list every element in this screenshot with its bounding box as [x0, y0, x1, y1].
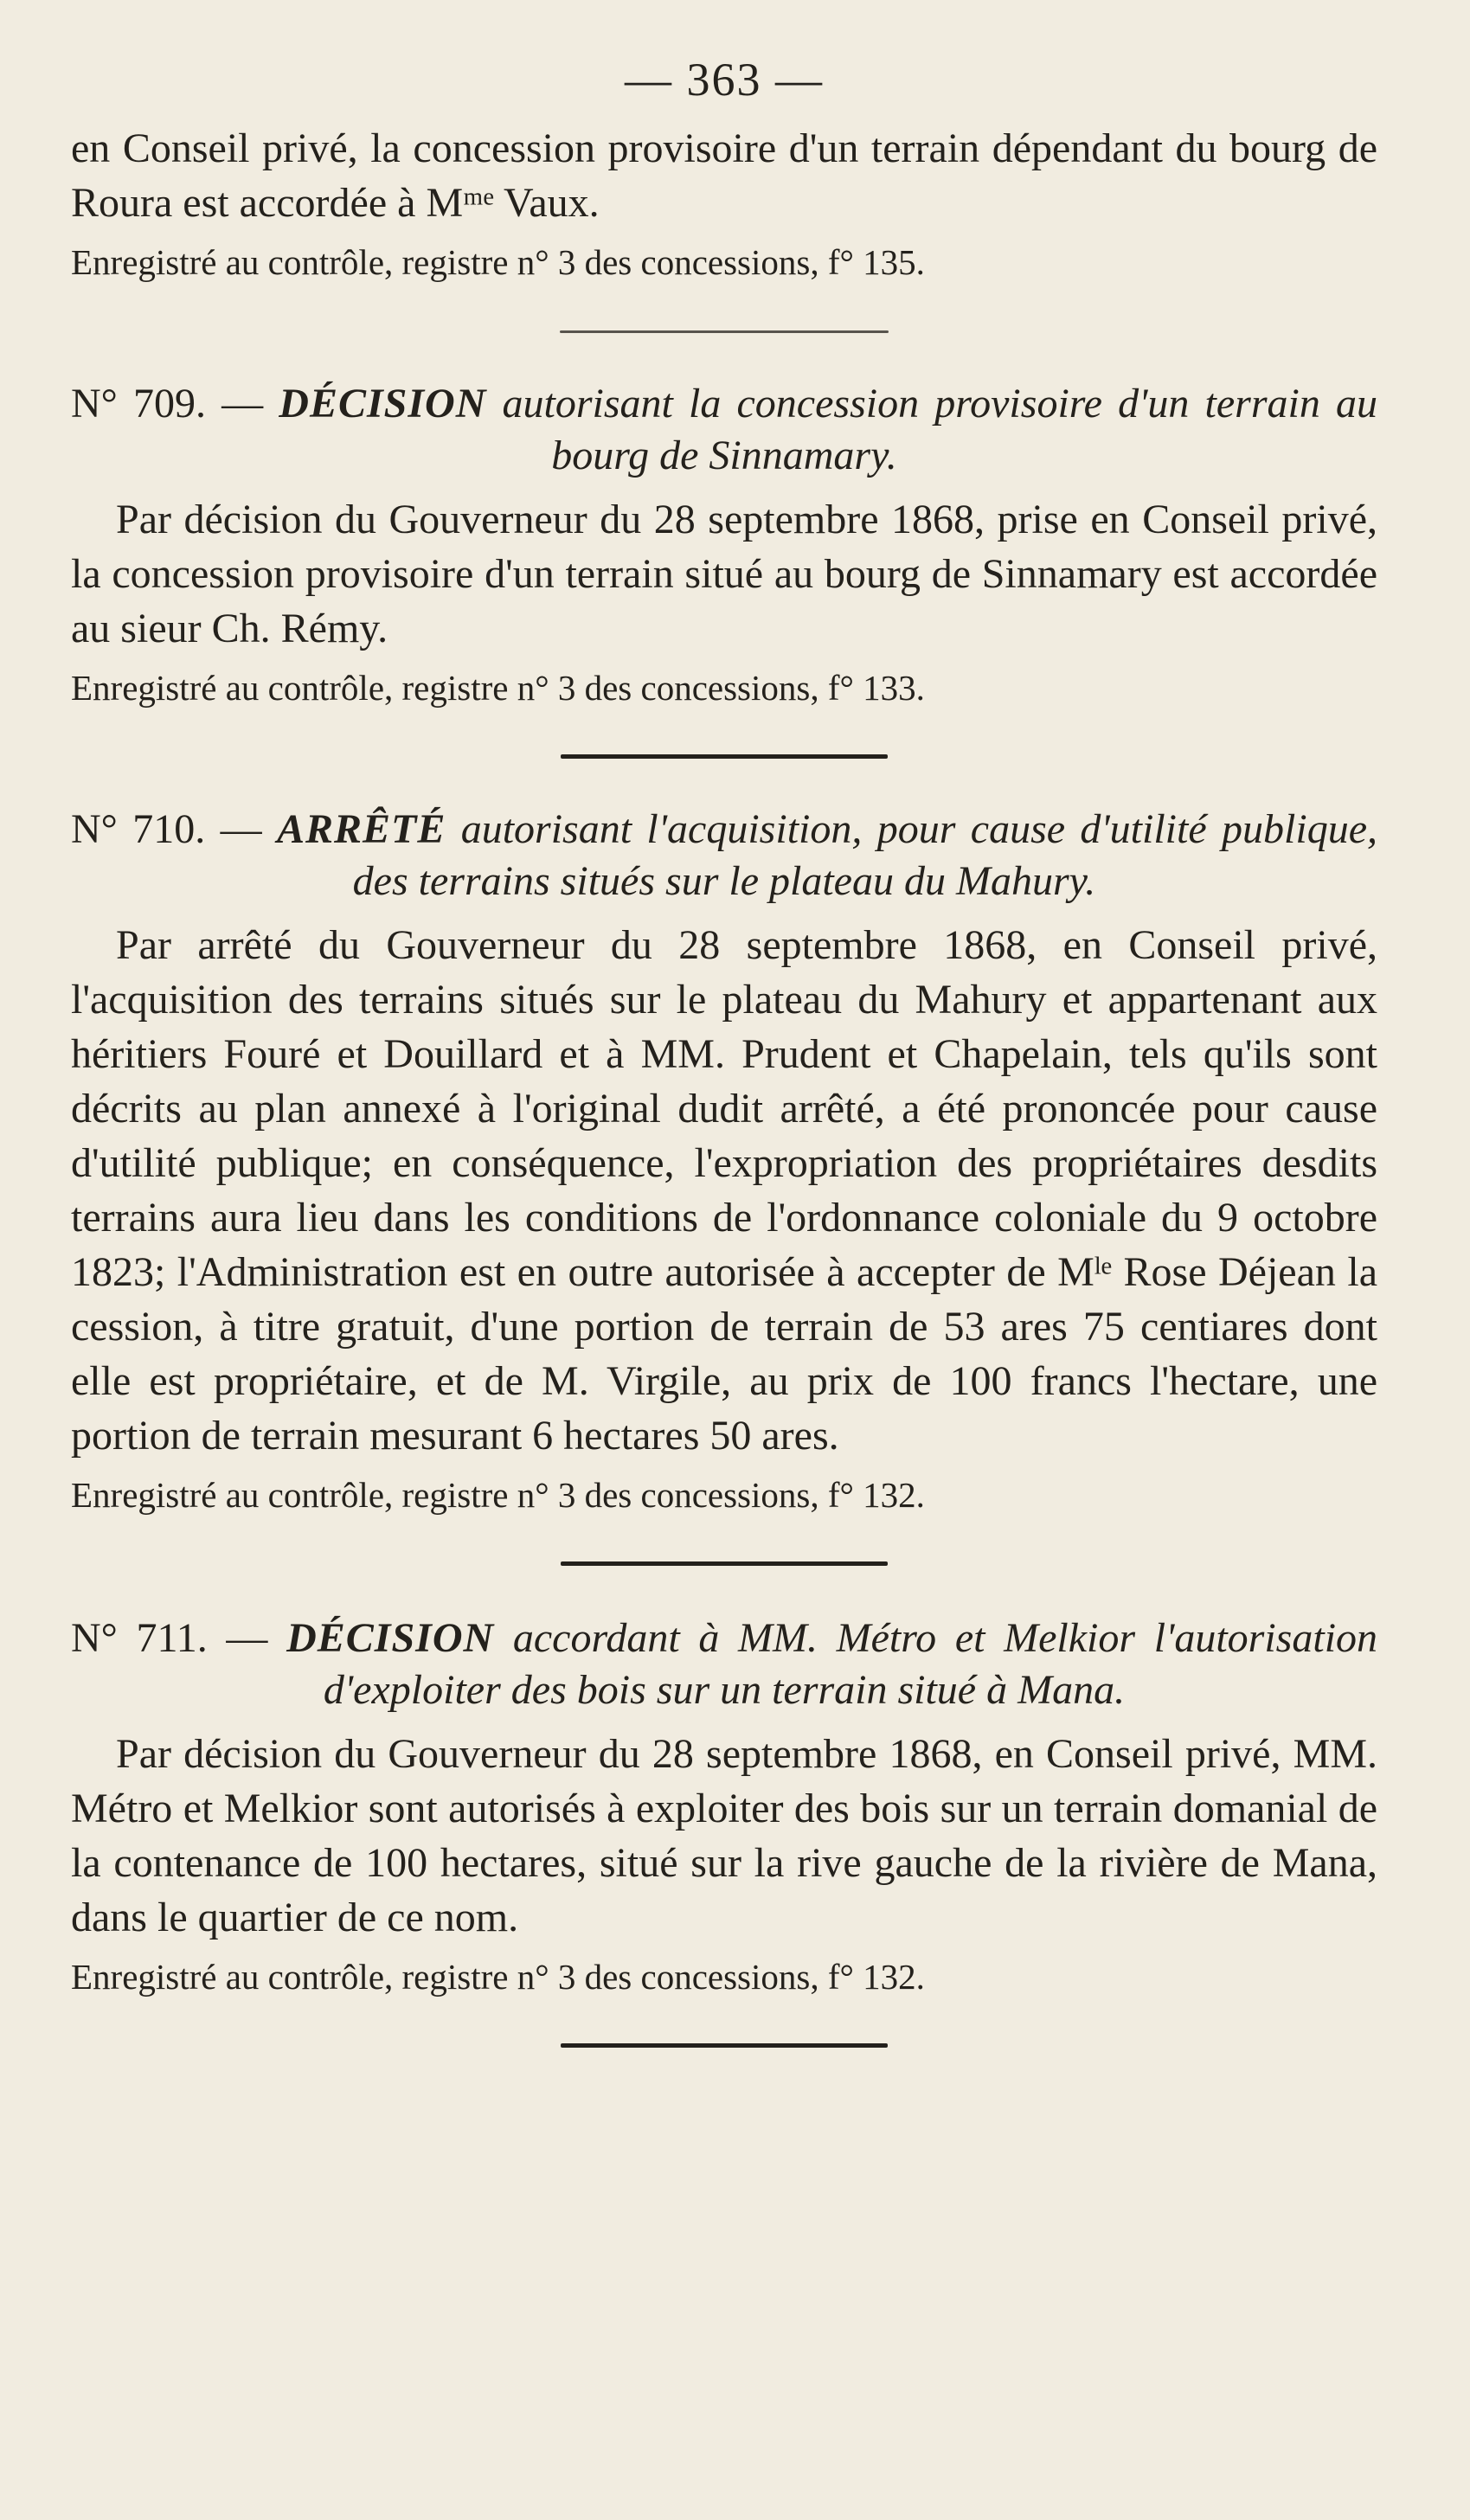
section-title: autorisant l'acquisition, pour cause d'utilité publique, des terrains situés sur le plateau du Mahury. — [352, 806, 1377, 904]
section-act-type: ARRÊTÉ — [276, 806, 446, 852]
section-heading — [71, 804, 1377, 907]
section-act-type: DÉCISION — [279, 381, 487, 426]
separator-rule — [561, 2043, 888, 2048]
section-registration-note: Enregistré au contrôle, registre n° 3 des concessions, f° 133. — [71, 668, 925, 708]
section-act-type: DÉCISION — [286, 1615, 495, 1661]
heading-dash: — — [220, 806, 262, 852]
section-heading — [71, 1613, 1377, 1716]
section-number: N° 711. — [71, 1615, 208, 1661]
section-body: Par décision du Gouverneur du 28 septembre 1868, en Conseil privé, MM. Métro et Melkior sont autorisés à exploiter des bois sur un terrain domanial de la contenance de 100 hectares, situé sur la rive gauche de la rivière de Mana, dans le quartier de ce nom. — [71, 1731, 1377, 1940]
section-title: accordant à MM. Métro et Melkior l'autorisation d'exploiter des bois sur un terrain situé à Mana. — [323, 1615, 1378, 1713]
section-709 — [71, 378, 1377, 711]
section-number: N° 709. — [71, 381, 206, 426]
intro-paragraph: en Conseil privé, la concession provisoire d'un terrain dépendant du bourg de Roura est accordée à Mᵐᵉ Vaux. — [71, 125, 1377, 226]
document-page — [71, 52, 1377, 2048]
section-711 — [71, 1613, 1377, 2000]
heading-dash: — — [221, 381, 264, 426]
intro-registration-note: Enregistré au contrôle, registre n° 3 des concessions, f° 135. — [71, 242, 925, 282]
separator-rule — [560, 330, 889, 333]
section-heading — [71, 378, 1377, 482]
section-registration-note: Enregistré au contrôle, registre n° 3 des concessions, f° 132. — [71, 1475, 925, 1515]
section-title: autorisant la concession provisoire d'un terrain au bourg de Sinnamary. — [502, 381, 1378, 478]
separator-rule — [561, 754, 888, 759]
heading-dash: — — [226, 1615, 268, 1661]
section-710 — [71, 804, 1377, 1518]
section-body: Par arrêté du Gouverneur du 28 septembre 1868, en Conseil privé, l'acquisition des terrains situés sur le plateau du Mahury et appartenant aux héritiers Fouré et Douillard et à MM. Prudent et Chapelain, tels qu'ils sont décrits au plan annexé à l'original dudit arrêté, a été prononcée pour cause d'utilité publique; en conséquence, l'expropriation des propriétaires desdits terrains aura lieu dans les conditions de l'ordonnance coloniale du 9 octobre 1823; l'Administration est en outre autorisée à accepter de Mˡᵉ Rose Déjean la cession, à titre gratuit, d'une portion de terrain de 53 ares 75 centiares dont elle est propriétaire, et de M. Virgile, au prix de 100 francs l'hectare, une portion de terrain mesurant 6 hectares 50 ares. — [71, 922, 1377, 1459]
page-number: — 363 — — [625, 54, 824, 106]
separator-rule — [561, 1561, 888, 1566]
section-number: N° 710. — [71, 806, 206, 852]
section-registration-note: Enregistré au contrôle, registre n° 3 des concessions, f° 132. — [71, 1957, 925, 1997]
section-body: Par décision du Gouverneur du 28 septembre 1868, prise en Conseil privé, la concession provisoire d'un terrain situé au bourg de Sinnamary est accordée au sieur Ch. Rémy. — [71, 497, 1377, 651]
